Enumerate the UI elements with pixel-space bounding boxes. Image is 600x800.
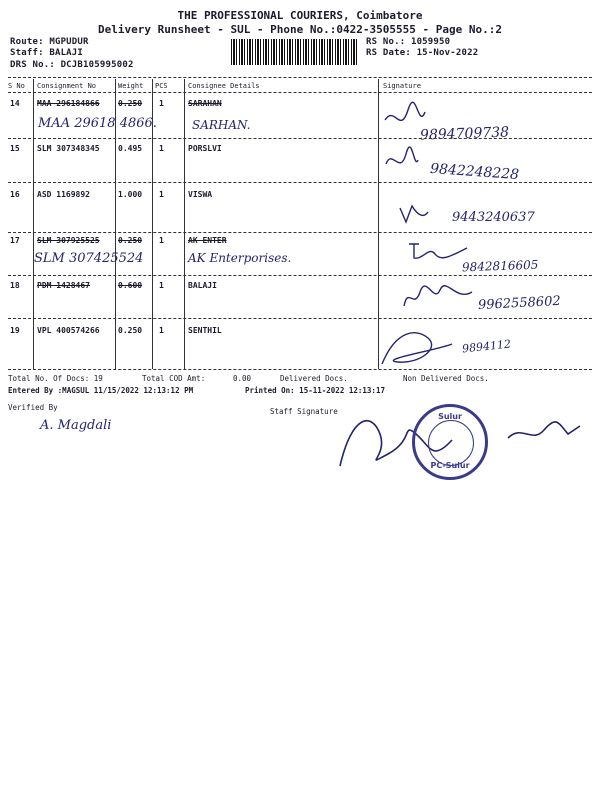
barcode: [231, 39, 359, 65]
handwritten-phone: 9894709738: [419, 124, 510, 144]
column-header-sno: S No: [8, 82, 25, 90]
signature-scribble: [382, 146, 422, 176]
handwritten-consignee: SARHAN.: [192, 118, 251, 132]
row-consignee: BALAJI: [188, 281, 217, 290]
row-consignee: PORSLVI: [188, 144, 222, 153]
staff-signature-label: Staff Signature: [270, 407, 338, 416]
stamp-inner-ring: [428, 420, 474, 466]
row-weight: 0.250: [118, 236, 143, 245]
row-consignee: AK ENTER: [188, 236, 227, 245]
stamp-bottom-text: PC-Sulur: [430, 461, 470, 470]
row-weight: 0.495: [118, 144, 143, 153]
column-header-pcs: PCS: [155, 82, 168, 90]
row-consignee: SARAHAN: [188, 99, 222, 108]
row-consignment: PDM 1428467: [37, 281, 90, 290]
column-header-consignment: Consignment No: [37, 82, 97, 90]
row-sno: 19: [10, 326, 20, 335]
row-weight: 0.600: [118, 281, 143, 290]
table-top-rule: [8, 77, 592, 78]
row-rule: [8, 318, 592, 319]
document-subtitle: Delivery Runsheet - SUL - Phone No.:0422-3505555 - Page No.:2: [98, 23, 502, 36]
non-delivered-docs: Non Delivered Docs.: [403, 374, 489, 383]
handwritten-phone: 9842816605: [461, 257, 539, 275]
column-header-weight: Weight: [118, 82, 144, 90]
delivered-docs: Delivered Docs.: [280, 374, 348, 383]
handwritten-phone: 9842248228: [429, 160, 520, 184]
row-pcs: 1: [159, 236, 164, 245]
row-consignee: SENTHIL: [188, 326, 222, 335]
row-weight: 0.250: [118, 99, 143, 108]
table-header-rule: [8, 92, 592, 93]
total-docs: Total No. Of Docs: 19: [8, 374, 103, 383]
row-consignment: MAA 296184866: [37, 99, 100, 108]
handwritten-consignment: MAA 29618 4866.: [38, 116, 157, 131]
row-weight: 0.250: [118, 326, 143, 335]
column-header-consignee: Consignee Details: [188, 82, 260, 90]
row-rule: [8, 138, 592, 139]
signature-scribble: [376, 324, 456, 370]
stamp-top-text: Sulur: [438, 412, 462, 421]
row-consignee: VISWA: [188, 190, 213, 199]
printed-on: Printed On: 15-11-2022 12:13:17: [245, 386, 385, 395]
row-pcs: 1: [159, 99, 164, 108]
row-sno: 16: [10, 190, 20, 199]
row-consignment: SLM 307925525: [37, 236, 100, 245]
column-divider: [33, 79, 34, 369]
column-header-signature: Signature: [383, 82, 421, 90]
signature-scribble: [396, 200, 432, 226]
row-rule: [8, 182, 592, 183]
handwritten-consignee: AK Enterporises.: [188, 251, 292, 265]
handwritten-phone: 9894112: [461, 337, 512, 356]
verifier-signature: A. Magdali: [40, 418, 112, 433]
row-sno: 15: [10, 144, 20, 153]
row-pcs: 1: [159, 190, 164, 199]
signature-scribble: [380, 100, 430, 140]
row-sno: 17: [10, 236, 20, 245]
staff-label: Staff: BALAJI: [10, 48, 84, 58]
drs-number: DRS No.: DCJB105995002: [10, 60, 134, 70]
verified-by-label: Verified By: [8, 403, 58, 412]
row-consignment: ASD 1169892: [37, 190, 90, 199]
row-pcs: 1: [159, 281, 164, 290]
handwritten-consignment: SLM 307425524: [34, 251, 144, 266]
document-title: THE PROFESSIONAL COURIERS, Coimbatore: [177, 9, 423, 22]
office-stamp: [412, 404, 488, 480]
row-weight: 1.000: [118, 190, 143, 199]
rs-date: RS Date: 15-Nov-2022: [366, 48, 479, 58]
row-pcs: 1: [159, 326, 164, 335]
row-sno: 18: [10, 281, 20, 290]
handwritten-phone: 9962558602: [477, 293, 562, 314]
signature-scribble: [400, 282, 476, 312]
row-sno: 14: [10, 99, 20, 108]
handwritten-phone: 9443240637: [452, 210, 535, 225]
entered-by: Entered By :MAGSUL 11/15/2022 12:13:12 PM: [8, 386, 194, 395]
row-consignment: SLM 307348345: [37, 144, 100, 153]
table-bottom-rule: [8, 369, 592, 370]
total-cod-value: 0.00: [233, 374, 252, 383]
column-divider: [184, 79, 185, 369]
row-pcs: 1: [159, 144, 164, 153]
row-rule: [8, 275, 592, 276]
row-rule: [8, 232, 592, 233]
route-label: Route: MGPUDUR: [10, 37, 89, 47]
rs-number: RS No.: 1059950: [366, 37, 451, 47]
total-cod-label: Total COD Amt:: [142, 374, 206, 383]
row-consignment: VPL 400574266: [37, 326, 100, 335]
